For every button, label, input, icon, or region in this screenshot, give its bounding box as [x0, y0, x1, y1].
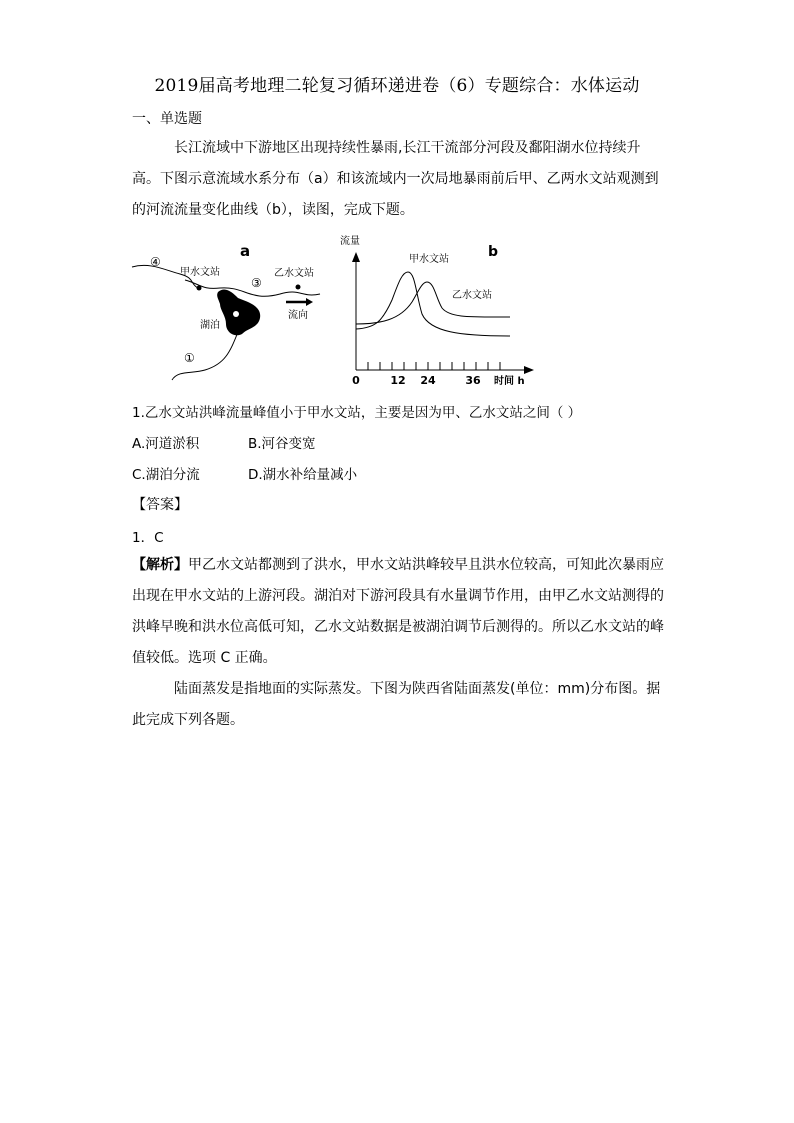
figure-b-xlabel: 时间 h [494, 376, 525, 387]
figure-b-chart [340, 234, 534, 387]
option-c: C.湖泊分流 [132, 467, 200, 483]
option-a: A.河道淤积 [132, 436, 200, 452]
figure-a-label: a [240, 242, 251, 260]
figure-b-label: b [488, 244, 499, 260]
intro-paragraph: 长江流域中下游地区出现持续性暴雨,长江干流部分河段及鄱阳湖水位持续升高。下图示意流域水系分布（a）和该流域内一次局地暴雨前后甲、乙两水文站观测到的河流流量变化曲线（b），读图，完成下题。 [132, 140, 659, 218]
station-yi-dot [296, 285, 301, 290]
figure-river-system-and-flow [130, 232, 540, 392]
station-jia-dot [197, 286, 202, 291]
section-heading: 一、单选题 [132, 111, 202, 127]
tributary-4-label: ④ [150, 255, 161, 269]
x-axis-ticks [368, 362, 500, 370]
figure-b-ylabel: 流量 [340, 236, 360, 247]
series-yi-label: 乙水文站 [452, 290, 492, 301]
document-title: 2019届高考地理二轮复习循环递进卷（6）专题综合：水体运动 [154, 76, 640, 96]
series-jia-curve [356, 272, 510, 336]
option-d: D.湖水补给量减小 [248, 467, 358, 483]
tributary-1-label: ① [184, 351, 195, 365]
x-tick-24: 24 [420, 374, 436, 387]
series-yi-curve [356, 282, 510, 324]
lake-shape [217, 290, 260, 336]
x-tick-12: 12 [390, 374, 406, 387]
flow-arrow-head [306, 298, 313, 306]
tributary-1-path [172, 332, 238, 380]
analysis-paragraph [132, 550, 664, 674]
y-axis-arrow [352, 252, 360, 262]
question-1: 1.乙水文站洪峰流量峰值小于甲水文站，主要是因为甲、乙水文站之间（ ） [132, 405, 582, 421]
analysis-text: 甲乙水文站都测到了洪水，甲水文站洪峰较早且洪水位较高，可知此次暴雨应出现在甲水文站的上游河段。湖泊对下游河段具有水量调节作用，由甲乙水文站测得的洪峰早晚和洪水位高低可知，乙水文站数据是被湖泊调节后测得的。所以乙水文站的峰值较低。选项 C 正确。 [132, 557, 664, 666]
lake-label: 湖泊 [200, 320, 220, 331]
answer-text: 1．C [132, 530, 164, 546]
option-b: B.河谷变宽 [248, 436, 316, 452]
x-axis-arrow [524, 366, 534, 374]
station-yi-label: 乙水文站 [274, 268, 314, 279]
tributary-3-label: ③ [251, 276, 262, 290]
analysis-label: 【解析】 [132, 557, 188, 573]
answer-header: 【答案】 [132, 497, 188, 513]
series-jia-label: 甲水文站 [409, 254, 449, 265]
flow-direction-label: 流向 [288, 310, 308, 321]
x-tick-36: 36 [465, 374, 481, 387]
station-jia-label: 甲水文站 [180, 267, 220, 278]
lake-center-dot [233, 311, 239, 317]
figure-a-map [132, 242, 320, 380]
next-intro-paragraph: 陆面蒸发是指地面的实际蒸发。下图为陕西省陆面蒸发(单位：mm)分布图。据此完成下列各题。 [132, 681, 661, 728]
x-tick-0: 0 [352, 374, 360, 387]
